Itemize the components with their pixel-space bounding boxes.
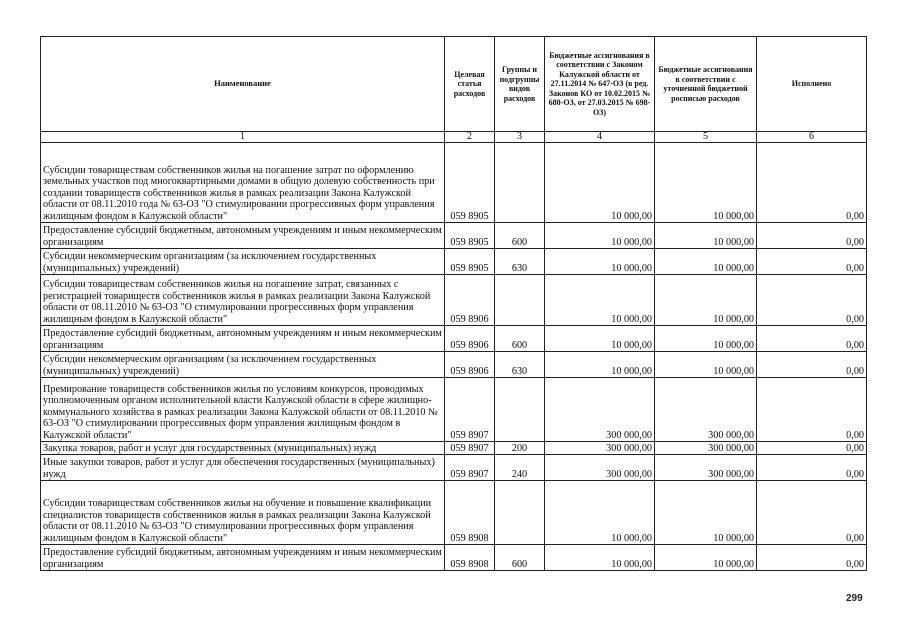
row-code: 059 8907 (445, 378, 495, 442)
column-number: 4 (545, 132, 655, 143)
table-row (41, 352, 867, 378)
table-row (41, 223, 867, 249)
row-budget: 10 000,00 (545, 352, 655, 378)
row-code: 059 8905 (445, 143, 495, 223)
table-row (41, 455, 867, 481)
row-executed: 0,00 (757, 481, 867, 545)
row-executed: 0,00 (757, 442, 867, 455)
row-name: Субсидии некоммерческим организациям (за исключением государственных (муниципальных) учреждений) (41, 352, 445, 378)
row-name: Субсидии товариществам собственников жилья на обучение и повышение квалификации специалистов товариществ собственников жилья в рамках реализации Закона Калужской области от 08.11.2010 № 63-ОЗ "О стимулировании прогрессивных форм управления жилищным фондом в Калужской области" (41, 481, 445, 545)
row-code: 059 8907 (445, 455, 495, 481)
row-code: 059 8908 (445, 481, 495, 545)
row-code: 059 8905 (445, 223, 495, 249)
column-number: 1 (41, 132, 445, 143)
row-revised: 10 000,00 (655, 143, 757, 223)
budget-table (40, 36, 867, 571)
row-name: Предоставление субсидий бюджетным, автономным учреждениям и иным некоммерческим организациям (41, 545, 445, 571)
header-budget-law: Бюджетные ассигнования в соответствии с Законом Калужской области от 27.11.2014 № 647-ОЗ (в ред. Законов КО от 10.02.2015 № 680-ОЗ, от 27.03.2015 № 698-ОЗ) (545, 37, 655, 132)
header-row (41, 37, 867, 132)
row-budget: 10 000,00 (545, 223, 655, 249)
column-number: 3 (495, 132, 545, 143)
row-code: 059 8905 (445, 249, 495, 275)
row-revised: 300 000,00 (655, 455, 757, 481)
row-group: 630 (495, 352, 545, 378)
row-budget: 10 000,00 (545, 249, 655, 275)
row-name: Закупка товаров, работ и услуг для государственных (муниципальных) нужд (41, 442, 445, 455)
row-name: Предоставление субсидий бюджетным, автономным учреждениям и иным некоммерческим организациям (41, 223, 445, 249)
row-revised: 10 000,00 (655, 326, 757, 352)
row-name: Субсидии некоммерческим организациям (за исключением государственных (муниципальных) учреждений) (41, 249, 445, 275)
table-row (41, 143, 867, 223)
table-row (41, 442, 867, 455)
header-target: Целевая статья расходов (445, 37, 495, 132)
row-name: Субсидии товариществам собственников жилья на погашение затрат, связанных с регистрацией товариществ собственников жилья в рамках реализации Закона Калужской области от 08.11.2010 № 63-ОЗ "О стимулировании прогрессивных форм управления жилищным фондом в Калужской области" (41, 275, 445, 326)
header-groups: Группы и подгруппы видов расходов (495, 37, 545, 132)
row-group (495, 275, 545, 326)
row-budget: 300 000,00 (545, 378, 655, 442)
row-group: 600 (495, 545, 545, 571)
row-budget: 10 000,00 (545, 326, 655, 352)
row-code: 059 8908 (445, 545, 495, 571)
row-budget: 300 000,00 (545, 442, 655, 455)
row-name: Премирование товариществ собственников жилья по условиям конкурсов, проводимых уполномоченным органом исполнительной власти Калужской области в сфере жилищно-коммунального хозяйства в рамках реализации Закона Калужской области от 08.11.2010 № 63-ОЗ "О стимулировании прогрессивных форм управления жилищным фондом в Калужской области" (41, 378, 445, 442)
row-revised: 10 000,00 (655, 352, 757, 378)
row-revised: 300 000,00 (655, 378, 757, 442)
row-executed: 0,00 (757, 249, 867, 275)
row-revised: 10 000,00 (655, 545, 757, 571)
column-number-row (41, 132, 867, 143)
row-group: 630 (495, 249, 545, 275)
header-executed: Исполнено (757, 37, 867, 132)
row-budget: 300 000,00 (545, 455, 655, 481)
header-budget-revised: Бюджетные ассигнования в соответствии с уточненной бюджетной росписью расходов (655, 37, 757, 132)
row-name: Субсидии товариществам собственников жилья на погашение затрат по оформлению земельных участков под многоквартирными домами в общую долевую собственность при создании товариществ собственников жилья в рамках реализации Закона Калужской области от 08.11.2010 года № 63-ОЗ "О стимулировании прогрессивных форм управления жилищным фондом в Калужской области" (41, 143, 445, 223)
row-group (495, 143, 545, 223)
row-name: Предоставление субсидий бюджетным, автономным учреждениям и иным некоммерческим организациям (41, 326, 445, 352)
row-code: 059 8907 (445, 442, 495, 455)
row-revised: 10 000,00 (655, 481, 757, 545)
row-code: 059 8906 (445, 326, 495, 352)
table-row (41, 326, 867, 352)
column-number: 5 (655, 132, 757, 143)
row-executed: 0,00 (757, 143, 867, 223)
row-executed: 0,00 (757, 455, 867, 481)
row-group (495, 481, 545, 545)
table-row (41, 545, 867, 571)
row-revised: 10 000,00 (655, 249, 757, 275)
row-executed: 0,00 (757, 326, 867, 352)
table-row (41, 275, 867, 326)
column-number: 6 (757, 132, 867, 143)
row-budget: 10 000,00 (545, 545, 655, 571)
row-executed: 0,00 (757, 223, 867, 249)
table-row (41, 249, 867, 275)
row-budget: 10 000,00 (545, 143, 655, 223)
row-code: 059 8906 (445, 275, 495, 326)
row-budget: 10 000,00 (545, 275, 655, 326)
row-group: 240 (495, 455, 545, 481)
row-name: Иные закупки товаров, работ и услуг для обеспечения государственных (муниципальных) нужд (41, 455, 445, 481)
row-budget: 10 000,00 (545, 481, 655, 545)
row-group: 600 (495, 326, 545, 352)
row-group: 600 (495, 223, 545, 249)
row-group (495, 378, 545, 442)
page-number: 299 (846, 593, 863, 604)
table-row (41, 481, 867, 545)
row-revised: 10 000,00 (655, 223, 757, 249)
row-executed: 0,00 (757, 378, 867, 442)
row-executed: 0,00 (757, 352, 867, 378)
row-code: 059 8906 (445, 352, 495, 378)
row-executed: 0,00 (757, 545, 867, 571)
row-revised: 300 000,00 (655, 442, 757, 455)
row-revised: 10 000,00 (655, 275, 757, 326)
row-group: 200 (495, 442, 545, 455)
table-row (41, 378, 867, 442)
row-executed: 0,00 (757, 275, 867, 326)
header-name: Наименование (41, 37, 445, 132)
column-number: 2 (445, 132, 495, 143)
